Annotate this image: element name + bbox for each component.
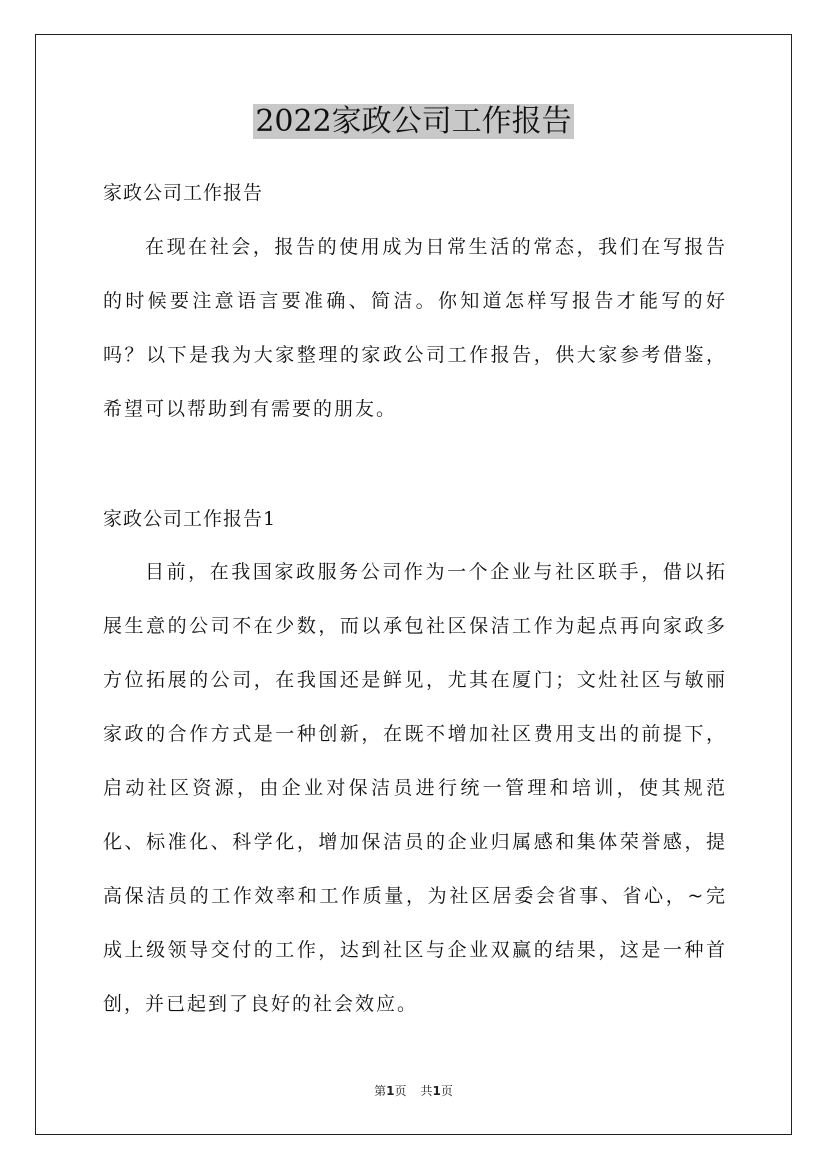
intro-paragraph: 在现在社会，报告的使用成为日常生活的常态，我们在写报告的时候要注意语言要准确、简洁。你知道怎样写报告才能写的好吗？以下是我为大家整理的家政公司工作报告，供大家参考借鉴，希望可以帮助到有需要的朋友。 [103,236,727,420]
page-footer [0,1083,827,1099]
document-title-text: 2022家政公司工作报告 [255,104,572,139]
footer-total-unit: 页 [440,1084,453,1098]
document-title [0,100,827,144]
footer-page-total: 1 [432,1084,441,1098]
intro-heading: 家政公司工作报告 [103,182,264,204]
footer-page-unit: 页 [394,1084,407,1098]
footer-page-prefix: 第 [374,1084,387,1098]
section-1-heading: 家政公司工作报告1 [103,508,277,530]
footer-page-current: 1 [386,1084,395,1098]
section-1-paragraph: 目前，在我国家政服务公司作为一个企业与社区联手，借以拓展生意的公司不在少数，而以承包社区保洁工作为起点再向家政多方位拓展的公司，在我国还是鲜见，尤其在厦门；文灶社区与敏丽家政的合作方式是一种创新，在既不增加社区费用支出的前提下，启动社区资源，由企业对保洁员进行统一管理和培训，使其规范化、标准化、科学化，增加保洁员的企业归属感和集体荣誉感，提高保洁员的工作效率和工作质量，为社区居委会省事、省心，~完成上级领导交付的工作，达到社区与企业双赢的结果，这是一种首创，并已起到了良好的社会效应。 [103,561,727,1015]
footer-total-prefix: 共 [420,1084,433,1098]
